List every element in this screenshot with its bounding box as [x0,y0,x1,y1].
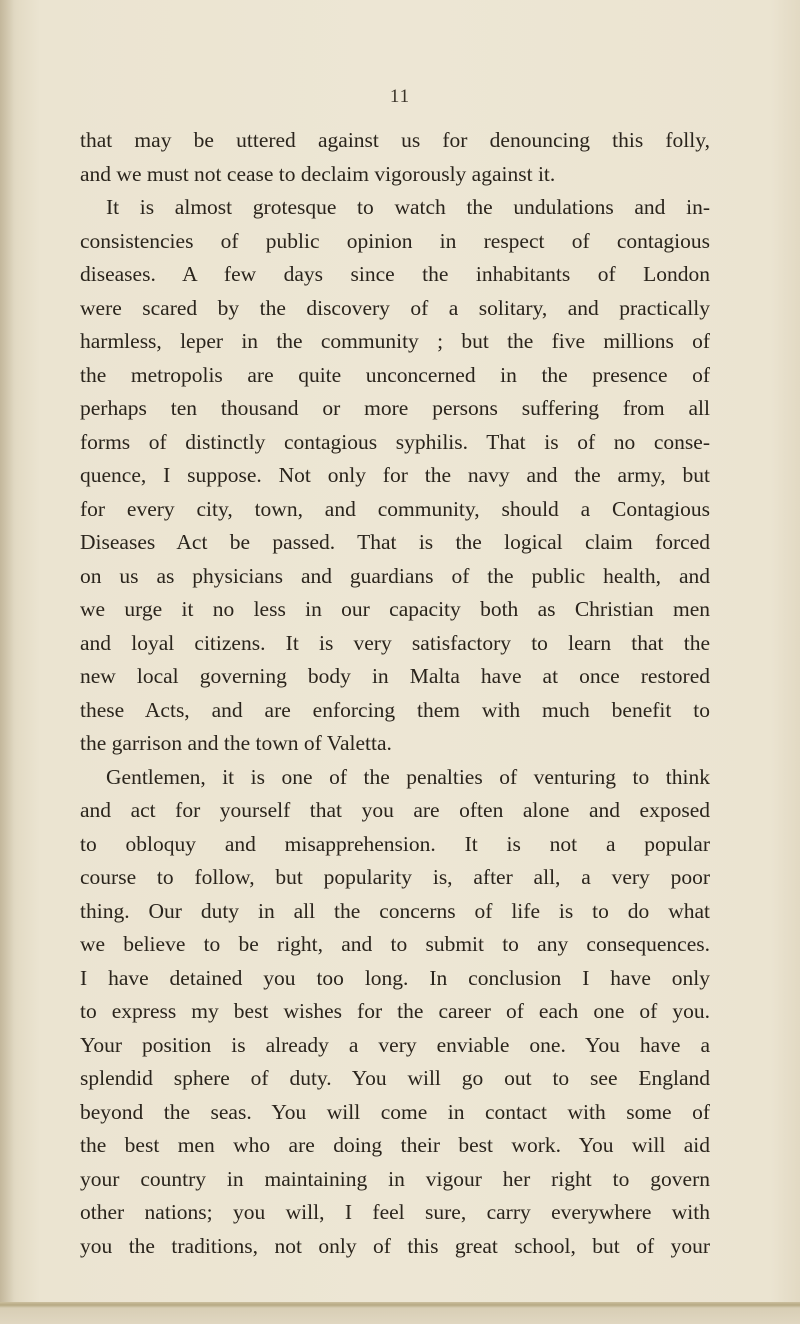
text-line: the metropolis are quite unconcerned in the presence of [80,362,710,387]
text-line: on us as physicians and guardians of the public health, and [80,563,710,588]
text-line: quence, I suppose. Not only for the navy and the army, but [80,463,710,487]
text-line: and act for yourself that you are often alone and exposed [80,798,710,822]
paragraph [80,761,710,1264]
text-line: to obloquy and misapprehension. It is not a popular [80,831,710,856]
paragraph [80,124,710,191]
text-line: and we must not cease to declaim vigorously against it. [80,161,556,186]
text-line: we believe to be right, and to submit to any consequences. [80,932,710,956]
page-bottom-edge [0,1302,800,1324]
text-line: splendid sphere of duty. You will go out to see England [80,1066,710,1090]
text-line: Your position is already a very enviable one. You have a [80,1032,710,1057]
text-line: I have detained you too long. In conclusion I have only [80,965,710,990]
text-line: perhaps ten thousand or more persons suffering from all [80,396,710,420]
text-line: and loyal citizens. It is very satisfactory to learn that the [80,630,710,655]
text-line: that may be uttered against us for denouncing this folly, [80,128,710,152]
text-line: Diseases Act be passed. That is the logical claim forced [80,530,710,554]
text-line: beyond the seas. You will come in contact with some of [80,1099,710,1124]
text-line: we urge it no less in our capacity both as Christian men [80,597,710,621]
text-line: the best men who are doing their best work. You will aid [80,1133,710,1157]
text-line: thing. Our duty in all the concerns of life is to do what [80,898,710,923]
text-line: were scared by the discovery of a solitary, and practically [80,295,710,320]
paragraph [80,191,710,761]
text-line: diseases. A few days since the inhabitants of London [80,262,710,286]
text-line: It is almost grotesque to watch the undulations and in- [106,195,710,219]
text-line: to express my best wishes for the career of each one of you. [80,999,710,1023]
page-number: 11 [389,86,411,107]
text-line: Gentlemen, it is one of the penalties of venturing to think [106,764,710,789]
page-edge-shadow [0,0,14,1324]
text-line: you the traditions, not only of this great school, but of your [80,1233,710,1258]
text-line: course to follow, but popularity is, after all, a very poor [80,865,710,889]
text-line: for every city, town, and community, should a Contagious [80,496,710,521]
text-line: other nations; you will, I feel sure, carry everywhere with [80,1200,710,1224]
text-line: these Acts, and are enforcing them with much benefit to [80,697,710,722]
text-line: new local governing body in Malta have at once restored [80,664,710,688]
text-line: forms of distinctly contagious syphilis. That is of no conse- [80,429,710,454]
text-line: the garrison and the town of Valetta. [80,731,392,755]
text-line: harmless, leper in the community ; but the five millions of [80,329,710,353]
body-text [80,124,710,1263]
text-line: consistencies of public opinion in respect of contagious [80,228,710,253]
text-line: your country in maintaining in vigour her right to govern [80,1166,710,1191]
